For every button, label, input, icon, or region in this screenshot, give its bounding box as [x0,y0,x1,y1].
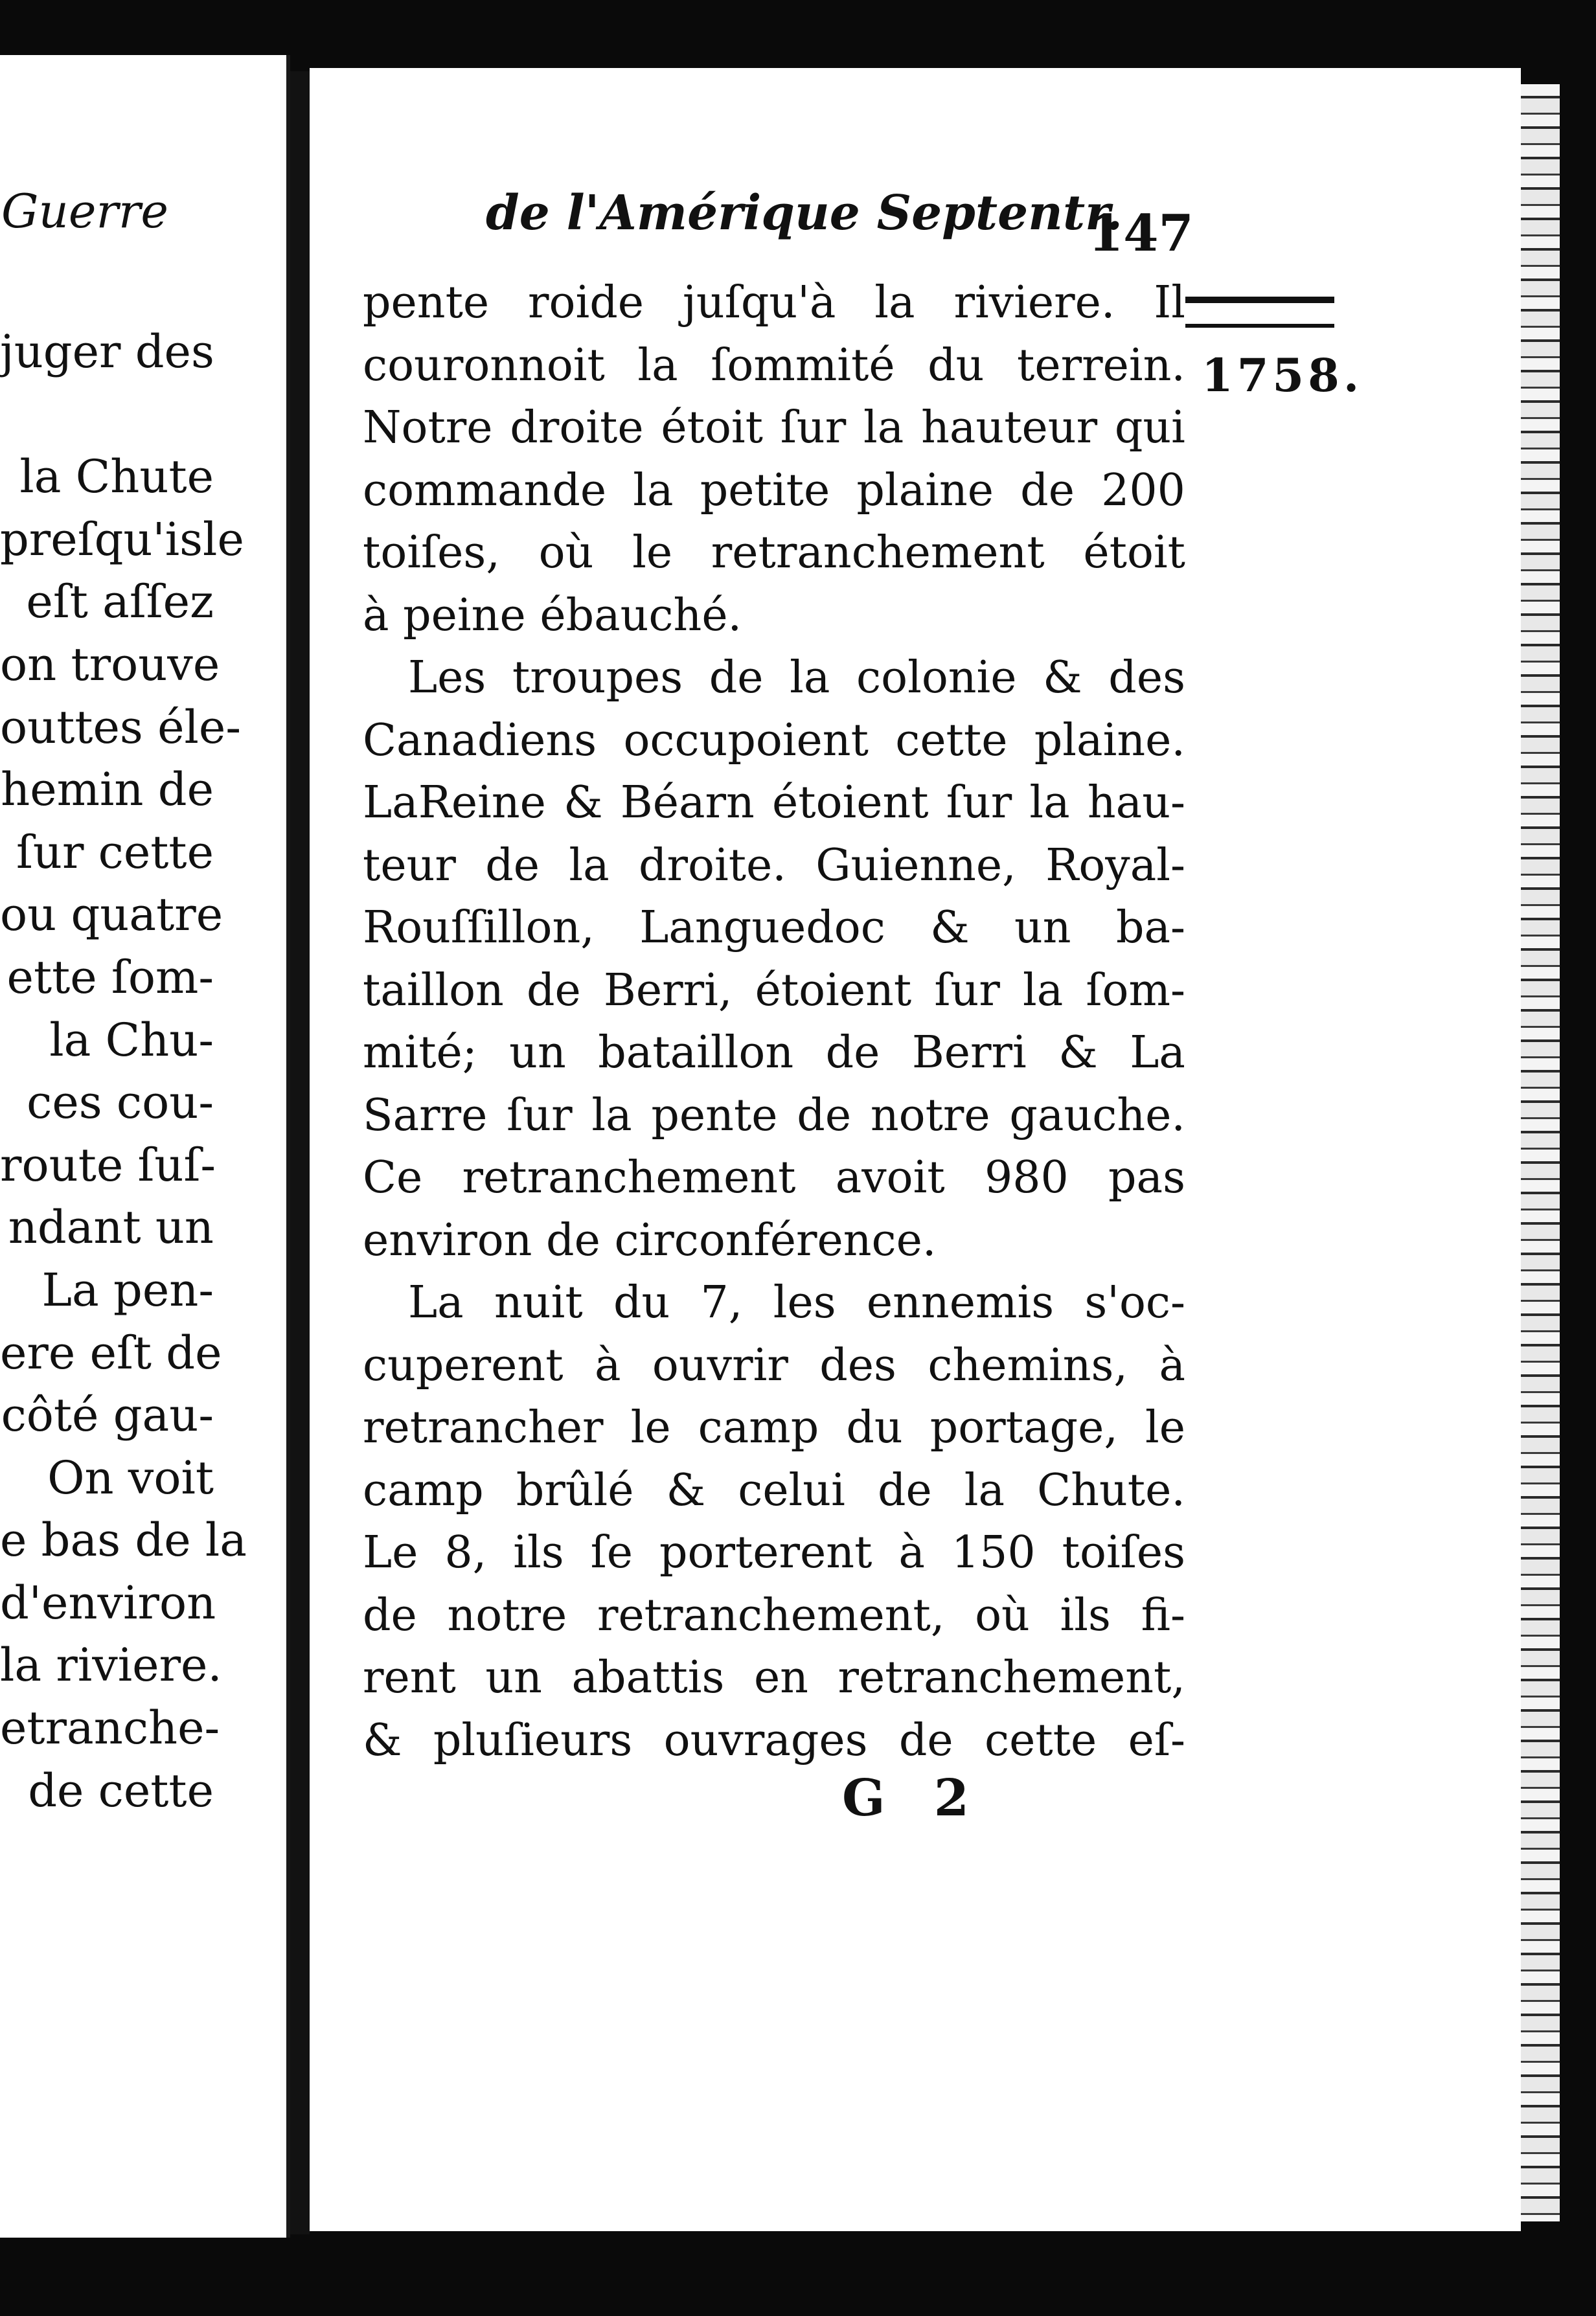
body-word: le [1145,1402,1185,1453]
body-word: le [630,1402,671,1453]
body-word: des [819,1339,896,1391]
body-word: de [877,1464,932,1516]
body-line [363,1022,1185,1085]
body-word: La [408,1277,464,1328]
body-line [363,647,1185,710]
left-text-line: On voit [47,1451,214,1504]
body-word: ils [513,1527,564,1578]
body-word: 980 [984,1152,1069,1203]
body-word: de [485,839,540,891]
body-word: Ce [363,1152,423,1203]
body-word: retranchement, [838,1652,1185,1703]
body-word: les [773,1277,836,1328]
body-word: toiſes, [363,527,500,578]
body-word: teur [363,839,456,891]
body-word: Notre [363,402,493,453]
left-text-line: d'environ [0,1576,216,1629]
body-word: du [613,1277,670,1328]
body-word: la [633,464,674,516]
body-word: pente [651,1089,778,1141]
body-word: qui [1114,402,1185,453]
body-word: Béarn [620,777,755,828]
body-word: des [1108,652,1185,703]
body-word: de [825,1027,880,1078]
body-word: gauche. [1009,1089,1185,1141]
body-line [363,1522,1185,1585]
body-word: nuit [494,1277,583,1328]
left-text-line: preſqu'isle [0,512,244,566]
body-word: étoient [755,964,912,1016]
left-running-head: Guerre [1,184,168,238]
body-word: fi- [1141,1589,1185,1641]
body-word: la [1029,777,1070,828]
body-word: à [898,1527,925,1578]
left-text-line: de cette [28,1764,214,1817]
body-line [363,1085,1185,1148]
body-word: droite [510,402,644,453]
body-word: de [709,652,764,703]
body-word: hau- [1087,777,1185,828]
body-word: cette [895,714,1008,766]
body-word: 150 [951,1527,1036,1578]
body-word: Rouſſillon, [363,902,595,953]
left-text-line: la riviere. [0,1639,222,1692]
body-line [363,1147,1185,1210]
body-word: de [363,1589,417,1641]
left-text-line: on trouve [0,637,220,691]
body-line [363,522,1185,585]
body-line [363,1272,1185,1335]
body-word: colonie [856,652,1017,703]
body-word: commande [363,464,607,516]
body-word: Le [363,1527,418,1578]
body-word: de [898,1714,953,1766]
body-word: la [637,339,678,391]
body-word: retranchement [462,1152,796,1203]
body-line [363,460,1185,523]
body-word: en [753,1652,808,1703]
body-word: Languedoc [639,902,885,953]
left-text-line: juger des [0,325,214,378]
body-word: & [1058,1027,1098,1078]
body-word: ſom- [1086,964,1185,1016]
page-edge-stack [1521,84,1560,2221]
left-text-line: ere eſt de [0,1326,222,1379]
body-word: chemins, [928,1339,1128,1391]
body-word: roide [528,277,644,328]
body-word: & [930,902,970,953]
body-word: ils [1060,1589,1111,1641]
body-text [363,272,1185,1772]
body-word: ba- [1115,902,1185,953]
left-page-fragment [0,55,290,2238]
body-line [363,272,1185,335]
body-word: ſur [934,964,1000,1016]
body-word: ſur [780,402,847,453]
body-word: à [594,1339,621,1391]
body-word: de [797,1089,852,1141]
body-word: Guienne, [815,839,1016,891]
body-word: La [1130,1027,1185,1078]
body-word: droite. [638,839,786,891]
body-word: riviere. [953,277,1115,328]
body-word: la [591,1089,632,1141]
body-word: cuperent [363,1339,564,1391]
body-word: 7, [700,1277,743,1328]
left-text-line: hemin de [1,763,214,817]
body-word: retranchement [711,527,1045,578]
book-gutter [290,71,310,2234]
body-word: & [1043,652,1082,703]
body-word: la [1022,964,1064,1016]
running-head: de l'Amérique Septentr. [486,185,1123,241]
body-line [363,710,1185,773]
body-word: Chute. [1037,1464,1185,1516]
body-word: étoit [661,402,763,453]
body-word: ſe [590,1527,633,1578]
body-word: avoit [835,1152,945,1203]
body-word: hauteur [921,402,1098,453]
body-line [363,1710,1185,1773]
body-word: petite [700,464,830,516]
body-word: portage, [929,1402,1118,1453]
body-word: la [874,277,915,328]
body-word: la [964,1464,1005,1516]
margin-year-note: 1758. [1202,348,1363,402]
body-word: la [790,652,830,703]
body-word: où [975,1589,1030,1641]
body-word: retranchement, [597,1589,945,1641]
left-text-line: etranche- [0,1701,220,1755]
body-word: abattis [571,1652,725,1703]
left-text-line: ou quatre [0,888,223,942]
body-word: un [1014,902,1071,953]
body-word: de [526,964,581,1016]
body-word: ouvrir [652,1339,788,1391]
left-text-line: outtes éle- [0,700,241,754]
body-word: le [632,527,673,578]
body-word: LaReine [363,777,546,828]
body-word: s'oc- [1084,1277,1185,1328]
body-line [363,335,1185,398]
body-word: notre [870,1089,990,1141]
body-word: notre [447,1589,567,1641]
body-word: troupes [512,652,683,703]
body-line [363,897,1185,960]
body-line [363,1585,1185,1648]
body-word: Canadiens [363,714,597,766]
body-word: la [569,839,610,891]
body-word: brûlé [516,1464,634,1516]
body-word: camp [698,1402,819,1453]
margin-rule [1185,297,1334,328]
body-word: mité; [363,1027,477,1078]
body-word: pas [1108,1152,1185,1203]
body-word: cette [985,1714,1097,1766]
body-line: à peine ébauché. [363,589,742,641]
left-text-line: la Chute [19,450,214,504]
body-word: ouvrages [663,1714,868,1766]
body-line: environ de circonférence. [363,1214,937,1266]
body-word: juſqu'à [682,277,836,328]
body-word: étoient [772,777,929,828]
left-text-line: eſt aſſez [26,575,214,629]
body-word: 200 [1101,464,1185,516]
body-word: camp [363,1464,484,1516]
left-text-line: e bas de la [0,1514,247,1567]
body-word: plaine [856,464,994,516]
left-text-line: ndant un [8,1201,214,1254]
body-word: à [1159,1339,1185,1391]
body-word: ſur [507,1089,573,1141]
left-text-line [0,383,214,446]
left-text-line: ſur cette [16,825,214,879]
body-line [363,1397,1185,1460]
body-word: & [666,1464,706,1516]
body-word: occupoient [623,714,869,766]
body-word: étoit [1083,527,1185,578]
body-word: ſur [946,777,1012,828]
left-text-line: route ſuſ- [0,1138,216,1192]
body-word: ſommité [711,339,895,391]
body-word: bataillon [598,1027,794,1078]
body-word: Sarre [363,1089,488,1141]
body-word: rent [363,1652,456,1703]
body-word: un [485,1652,542,1703]
body-word: Il [1154,277,1185,328]
signature-mark: G 2 [842,1769,985,1828]
body-word: la [863,402,904,453]
body-word: où [538,527,594,578]
body-word: un [509,1027,566,1078]
body-word: ennemis [866,1277,1054,1328]
left-text-line: La pen- [41,1263,214,1317]
body-word: celui [738,1464,845,1516]
body-word: porterent [659,1527,872,1578]
body-word: couronnoit [363,339,605,391]
body-word: Royal- [1045,839,1185,891]
body-word: du [846,1402,903,1453]
left-text-line: ette ſom- [6,950,214,1004]
body-line [363,1647,1185,1710]
page-number: 147 [1088,204,1194,263]
left-text-line: la Chu- [49,1013,214,1067]
body-word: pluſieurs [433,1714,633,1766]
body-line [363,397,1185,460]
body-word: pente [363,277,490,328]
body-word: Berri, [603,964,733,1016]
body-word: Berri [911,1027,1027,1078]
body-line [363,1460,1185,1523]
body-word: 8, [444,1527,487,1578]
body-line [363,772,1185,835]
body-word: & [363,1714,402,1766]
body-word: terrein. [1017,339,1185,391]
body-word: Les [408,652,486,703]
body-line [363,835,1185,898]
body-word: retrancher [363,1402,604,1453]
body-word: de [1020,464,1075,516]
left-text-column [0,321,247,1822]
body-word: du [928,339,985,391]
body-word: eſ- [1128,1714,1185,1766]
left-text-line: ces cou- [27,1076,214,1130]
body-word: toiſes [1062,1527,1185,1578]
body-line [363,1335,1185,1398]
body-word: & [564,777,603,828]
body-word: plaine. [1034,714,1185,766]
body-word: taillon [363,964,504,1016]
body-line [363,960,1185,1023]
left-text-line: côté gau- [1,1389,214,1442]
